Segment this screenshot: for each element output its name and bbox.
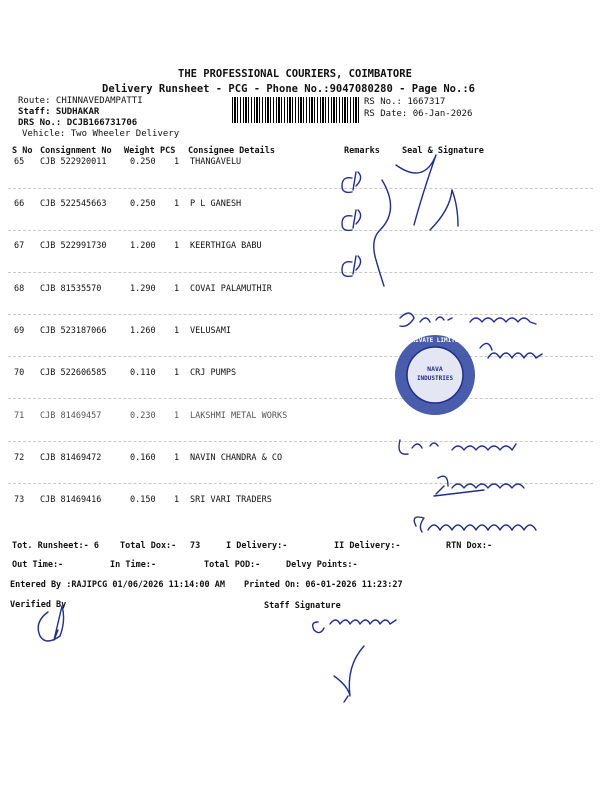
stamp-text-center-2: INDUSTRIES <box>416 375 454 382</box>
row-weight: 0.250 <box>130 157 156 167</box>
signature-rows-65-67 <box>374 155 458 286</box>
i-delivery: I Delivery:- <box>226 541 288 551</box>
vehicle-label: Vehicle: Two Wheeler Delivery <box>22 129 180 139</box>
col-sno: S No <box>12 146 33 156</box>
row-weight: 0.110 <box>130 368 156 378</box>
row-pcs: 1 <box>174 326 180 336</box>
verified-by-label: Verified By <box>10 600 67 610</box>
in-time: In Time:- <box>110 560 157 570</box>
rs-date: RS Date: 06-Jan-2026 <box>364 109 473 119</box>
ii-delivery: II Delivery:- <box>334 541 401 551</box>
printed-on: Printed On: 06-01-2026 11:23:27 <box>244 580 403 590</box>
row-consignment: CJB 523187066 <box>40 326 107 336</box>
row-consignment: CJB 81469416 <box>40 495 102 505</box>
row-pcs: 1 <box>174 411 180 421</box>
remark-mark-65 <box>342 172 361 192</box>
row-weight: 0.250 <box>130 199 156 209</box>
row-sno: 71 <box>14 411 25 421</box>
col-remarks: Remarks <box>344 146 380 156</box>
row-pcs: 1 <box>174 157 180 167</box>
row-sno: 69 <box>14 326 25 336</box>
remark-mark-67 <box>342 256 361 276</box>
company-title: THE PROFESSIONAL COURIERS, COIMBATORE <box>178 68 412 80</box>
row-sno: 72 <box>14 453 25 463</box>
total-dox-label: Total Dox:- <box>120 541 177 551</box>
row-details: LAKSHMI METAL WORKS <box>190 411 288 421</box>
row-details: VELUSAMI <box>190 326 231 336</box>
row-details: COVAI PALAMUTHIR <box>190 284 272 294</box>
row-pcs: 1 <box>174 199 180 209</box>
rtn-dox: RTN Dox:- <box>446 541 493 551</box>
row-pcs: 1 <box>174 453 180 463</box>
row-sno: 70 <box>14 368 25 378</box>
row-weight: 1.260 <box>130 326 156 336</box>
col-pcs: PCS <box>160 146 176 156</box>
row-consignment: CJB 522606585 <box>40 368 107 378</box>
signature-row-72 <box>399 440 516 454</box>
col-consignment: Consignment No <box>40 146 112 156</box>
row-details: CRJ PUMPS <box>190 368 237 378</box>
row-details: P L GANESH <box>190 199 242 209</box>
col-details: Consignee Details <box>188 146 275 156</box>
row-sno: 73 <box>14 495 25 505</box>
stamp-text-top: PRIVATE LIMITED <box>407 337 463 344</box>
runsheet-title: Delivery Runsheet - PCG - Phone No.:9047080280 - Page No.:6 <box>102 83 475 95</box>
out-time: Out Time:- <box>12 560 64 570</box>
row-sno: 66 <box>14 199 25 209</box>
staff-handwritten-signature <box>313 620 396 633</box>
row-pcs: 1 <box>174 495 180 505</box>
entered-by: Entered By :RAJIPCG 01/06/2026 11:14:00 AM <box>10 580 225 590</box>
delvy-points: Delvy Points:- <box>286 560 358 570</box>
company-stamp <box>393 333 477 417</box>
row-sno: 68 <box>14 284 25 294</box>
row-weight: 1.290 <box>130 284 156 294</box>
row-consignment: CJB 81469457 <box>40 411 102 421</box>
col-seal: Seal & Signature <box>402 146 484 156</box>
route-label: Route: CHINNAVEDAMPATTI <box>18 96 143 106</box>
row-details: KEERTHIGA BABU <box>190 241 262 251</box>
row-weight: 1.200 <box>130 241 156 251</box>
row-pcs: 1 <box>174 241 180 251</box>
remark-mark-66 <box>342 210 361 230</box>
row-consignment: CJB 522991730 <box>40 241 107 251</box>
row-consignment: CJB 81469472 <box>40 453 102 463</box>
tot-runsheet: Tot. Runsheet:- 6 <box>12 541 99 551</box>
total-pod: Total POD:- <box>204 560 261 570</box>
row-sno: 67 <box>14 241 25 251</box>
signature-row-73a <box>434 476 524 496</box>
row-details: SRI VARI TRADERS <box>190 495 272 505</box>
row-pcs: 1 <box>174 284 180 294</box>
signature-row-73b <box>414 517 536 532</box>
total-dox-value: 73 <box>190 541 201 551</box>
signature-row-70 <box>480 343 542 358</box>
stamp-text-center-1: NAVA <box>427 365 443 373</box>
row-weight: 0.230 <box>130 411 156 421</box>
row-details: NAVIN CHANDRA & CO <box>190 453 283 463</box>
staff-signature-label: Staff Signature <box>264 601 341 611</box>
signature-row-69 <box>400 313 536 326</box>
staff-label: Staff: SUDHAKAR <box>18 107 100 117</box>
rs-number: RS No.: 1667317 <box>364 97 446 107</box>
check-mark <box>334 646 364 702</box>
row-details: THANGAVELU <box>190 157 242 167</box>
row-pcs: 1 <box>174 368 180 378</box>
row-consignment: CJB 81535570 <box>40 284 102 294</box>
row-consignment: CJB 522920011 <box>40 157 107 167</box>
row-sno: 65 <box>14 157 25 167</box>
verified-by-signature <box>38 606 63 641</box>
drs-number: DRS No.: DCJB166731706 <box>18 118 138 128</box>
row-consignment: CJB 522545663 <box>40 199 107 209</box>
col-weight: Weight <box>124 146 155 156</box>
row-weight: 0.160 <box>130 453 156 463</box>
row-weight: 0.150 <box>130 495 156 505</box>
